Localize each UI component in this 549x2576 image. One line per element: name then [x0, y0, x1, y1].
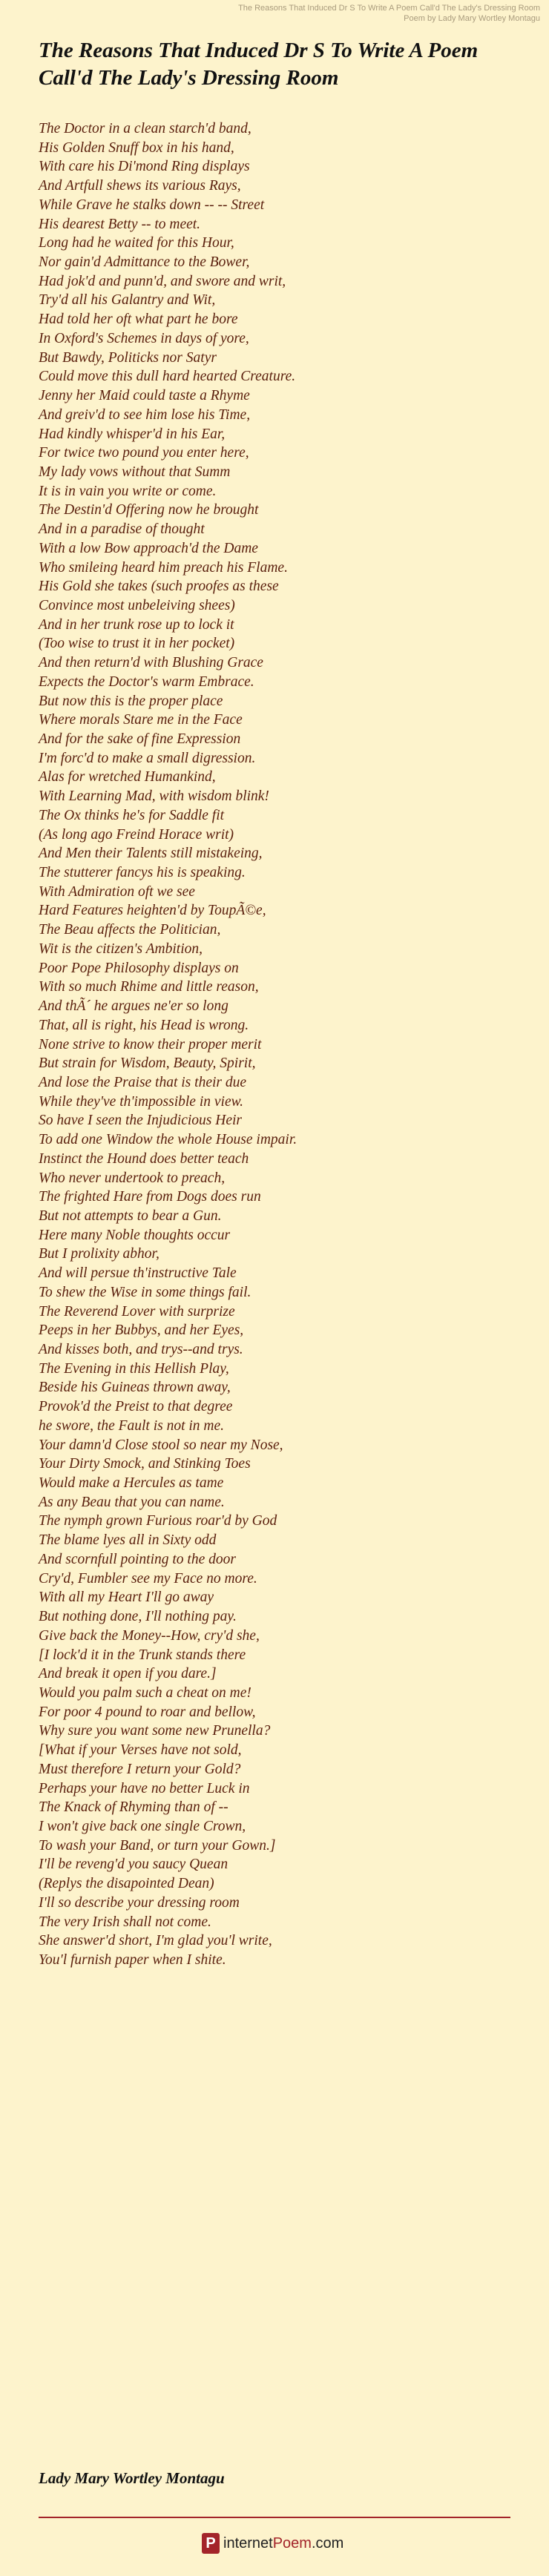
poem-line: But nothing done, I'll nothing pay. — [39, 1609, 237, 1625]
poem-line: Beside his Guineas thrown away, — [39, 1380, 231, 1396]
poem-line: Would make a Hercules as tame — [39, 1475, 224, 1492]
poem-line: The Destin'd Offering now he brought — [39, 502, 259, 518]
poem-line: Nor gain'd Admittance to the Bower, — [39, 254, 250, 271]
poem-line: While Grave he stalks down -- -- Street — [39, 197, 265, 213]
poem-line: (As long ago Freind Horace writ) — [39, 826, 234, 843]
poem-line: While they've th'impossible in view. — [39, 1093, 244, 1110]
poem-line: But not attempts to bear a Gun. — [39, 1208, 222, 1224]
author-name: Lady Mary Wortley Montagu — [39, 2469, 225, 2487]
poem-line: But Bawdy, Politicks nor Satyr — [39, 349, 217, 366]
poem-line: It is in vain you write or come. — [39, 483, 217, 499]
poem-line: Who smileing heard him preach his Flame. — [39, 559, 288, 576]
poem-line: The stutterer fancys his is speaking. — [39, 865, 246, 881]
poem-line: And scornfull pointing to the door — [39, 1551, 236, 1567]
poem-line: For twice two pound you enter here, — [39, 445, 249, 461]
poem-line: So have I seen the Injudicious Heir — [39, 1113, 243, 1129]
poem-line: And Men their Talents still mistakeing, — [39, 846, 263, 862]
poem-line: None strive to know their proper merit — [39, 1036, 262, 1053]
poem-line: The Evening in this Hellish Play, — [39, 1360, 229, 1377]
poem-line: The very Irish shall not come. — [39, 1914, 211, 1930]
poem-line: But now this is the proper place — [39, 693, 223, 709]
poem-line: he swore, the Fault is not in me. — [39, 1417, 225, 1434]
poem-line: Try'd all his Galantry and Wit, — [39, 292, 216, 309]
poem-line: [I lock'd it in the Trunk stands there — [39, 1647, 246, 1663]
poem-line: The frighted Hare from Dogs does run — [39, 1189, 261, 1205]
poem-line: Perhaps your have no better Luck in — [39, 1780, 250, 1796]
poem-line: To add one Window the whole House impair. — [39, 1132, 297, 1148]
poem-line: I won't give back one single Crown, — [39, 1818, 246, 1834]
poem-line: With care his Di'mond Ring displays — [39, 159, 250, 175]
poem-line: The Doctor in a clean starch'd band, — [39, 121, 252, 136]
poem-line: I'll be reveng'd you saucy Quean — [39, 1857, 229, 1873]
footer-divider — [39, 2517, 510, 2518]
page-caption: The Reasons That Induced Dr S To Write A Poem Call'd The Lady's Dressing Room Poem by Lady Mary Wortley Montagu — [238, 4, 540, 23]
poem-line: (Too wise to trust it in her pocket) — [39, 636, 235, 652]
poem-line: Give back the Money--How, cry'd she, — [39, 1627, 260, 1644]
poem-line: And in a paradise of thought — [39, 521, 205, 538]
poem-line: But strain for Wisdom, Beauty, Spirit, — [39, 1055, 256, 1072]
poem-line: The nymph grown Furious roar'd by God — [39, 1513, 277, 1529]
poem-line: Would you palm such a cheat on me! — [39, 1684, 252, 1701]
logo-text-prefix: internet — [223, 2534, 273, 2552]
poem-line: Wit is the citizen's Ambition, — [39, 941, 203, 957]
poem-line: With Admiration oft we see — [39, 883, 195, 900]
poem-line: Must therefore I return your Gold? — [39, 1761, 241, 1777]
poem-line: With all my Heart I'll go away — [39, 1590, 214, 1606]
site-logo[interactable] — [202, 2531, 343, 2555]
poem-line: In Oxford's Schemes in days of yore, — [39, 330, 249, 346]
poem-line: To wash your Band, or turn your Gown.] — [39, 1837, 276, 1854]
poem-line: My lady vows without that Summ — [39, 464, 231, 480]
poem-line: The blame lyes all in Sixty odd — [39, 1532, 217, 1549]
poem-line: Hard Features heighten'd by ToupÃ©e, — [39, 903, 266, 919]
poem-line: The Knack of Rhyming than of -- — [39, 1799, 229, 1816]
poem-line: The Ox thinks he's for Saddle fit — [39, 807, 225, 823]
poem-line: Here many Noble thoughts occur — [39, 1227, 231, 1243]
poem-line: But I prolixity abhor, — [39, 1246, 160, 1262]
poem-line: Your Dirty Smock, and Stinking Toes — [39, 1456, 251, 1472]
poem-line: Had kindly whisper'd in his Ear, — [39, 426, 226, 442]
poem-line: Instinct the Hound does better teach — [39, 1150, 249, 1167]
poem-line: And then return'd with Blushing Grace — [39, 655, 263, 671]
poem-line: His dearest Betty -- to meet. — [39, 216, 201, 232]
poem-line: Where morals Stare me in the Face — [39, 712, 243, 728]
poem-line: And in her trunk rose up to lock it — [39, 616, 234, 633]
poem-line: And lose the Praise that is their due — [39, 1074, 247, 1090]
poem-line: The Beau affects the Politician, — [39, 922, 221, 938]
poem-line: I'll so describe your dressing room — [39, 1894, 240, 1911]
poem-title: The Reasons That Induced Dr S To Write A Poem Call'd The Lady's Dressing Room — [39, 39, 479, 90]
poem-line: Cry'd, Fumbler see my Face no more. — [39, 1570, 257, 1587]
poem-line: And greiv'd to see him lose his Time, — [39, 406, 251, 423]
poem-line: You'l furnish paper when I shite. — [39, 1952, 226, 1968]
poem-line: Could move this dull hard hearted Creature. — [39, 369, 296, 385]
poem-line: Jenny her Maid could taste a Rhyme — [39, 388, 250, 404]
poem-line: Alas for wretched Humankind, — [39, 769, 216, 785]
poem-line: And break it open if you dare.] — [39, 1666, 217, 1682]
poem-line: Had told her oft what part he bore — [39, 312, 238, 328]
poem-line: That, all is right, his Head is wrong. — [39, 1017, 249, 1033]
poem-line: Provok'd the Preist to that degree — [39, 1399, 233, 1415]
poem-line: [What if your Verses have not sold, — [39, 1742, 242, 1759]
poem-line: To shew the Wise in some things fail. — [39, 1284, 252, 1300]
poem-line: And for the sake of fine Expression — [39, 731, 241, 747]
poem-line: Long had he waited for this Hour, — [39, 235, 234, 251]
poem-line: And will persue th'instructive Tale — [39, 1265, 237, 1282]
poem-line: The Reverend Lover with surprize — [39, 1303, 235, 1320]
poem-line: For poor 4 pound to roar and bellow, — [39, 1704, 256, 1720]
poem-line: As any Beau that you can name. — [39, 1494, 225, 1510]
poem-line: With Learning Mad, with wisdom blink! — [39, 788, 269, 805]
logo-text-highlight: Poem — [272, 2534, 312, 2552]
poem-line: His Gold she takes (such proofes as these — [39, 579, 279, 595]
poem-line: Your damn'd Close stool so near my Nose, — [39, 1437, 283, 1453]
poem-line: With a low Bow approach'd the Dame — [39, 540, 258, 556]
poem-line: Peeps in her Bubbys, and her Eyes, — [39, 1322, 244, 1339]
poem-line: With so much Rhime and little reason, — [39, 979, 259, 995]
poem-line: She answer'd short, I'm glad you'l write, — [39, 1933, 272, 1949]
poem-line: His Golden Snuff box in his hand, — [39, 139, 234, 156]
poem-line: Poor Pope Philosophy displays on — [39, 960, 239, 976]
poem-line: Why sure you want some new Prunella? — [39, 1723, 271, 1739]
poem-line: And thÃ´ he argues ne'er so long — [39, 998, 229, 1015]
poem-line: Had jok'd and punn'd, and swore and writ, — [39, 273, 286, 289]
poem-line: And Artfull shews its various Rays, — [39, 178, 241, 194]
poem-line: Expects the Doctor's warm Embrace. — [39, 673, 254, 690]
poem-line: Who never undertook to preach, — [39, 1170, 226, 1186]
logo-icon: P — [202, 2533, 220, 2554]
poem-line: Convince most unbeleiving shees) — [39, 597, 235, 613]
logo-text-suffix: .com — [311, 2534, 344, 2552]
poem-line: And kisses both, and trys--and trys. — [39, 1342, 243, 1357]
poem-line: I'm forc'd to make a small digression. — [39, 750, 256, 766]
poem-body — [39, 119, 513, 1970]
poem-line: (Replys the disapointed Dean) — [39, 1876, 214, 1892]
